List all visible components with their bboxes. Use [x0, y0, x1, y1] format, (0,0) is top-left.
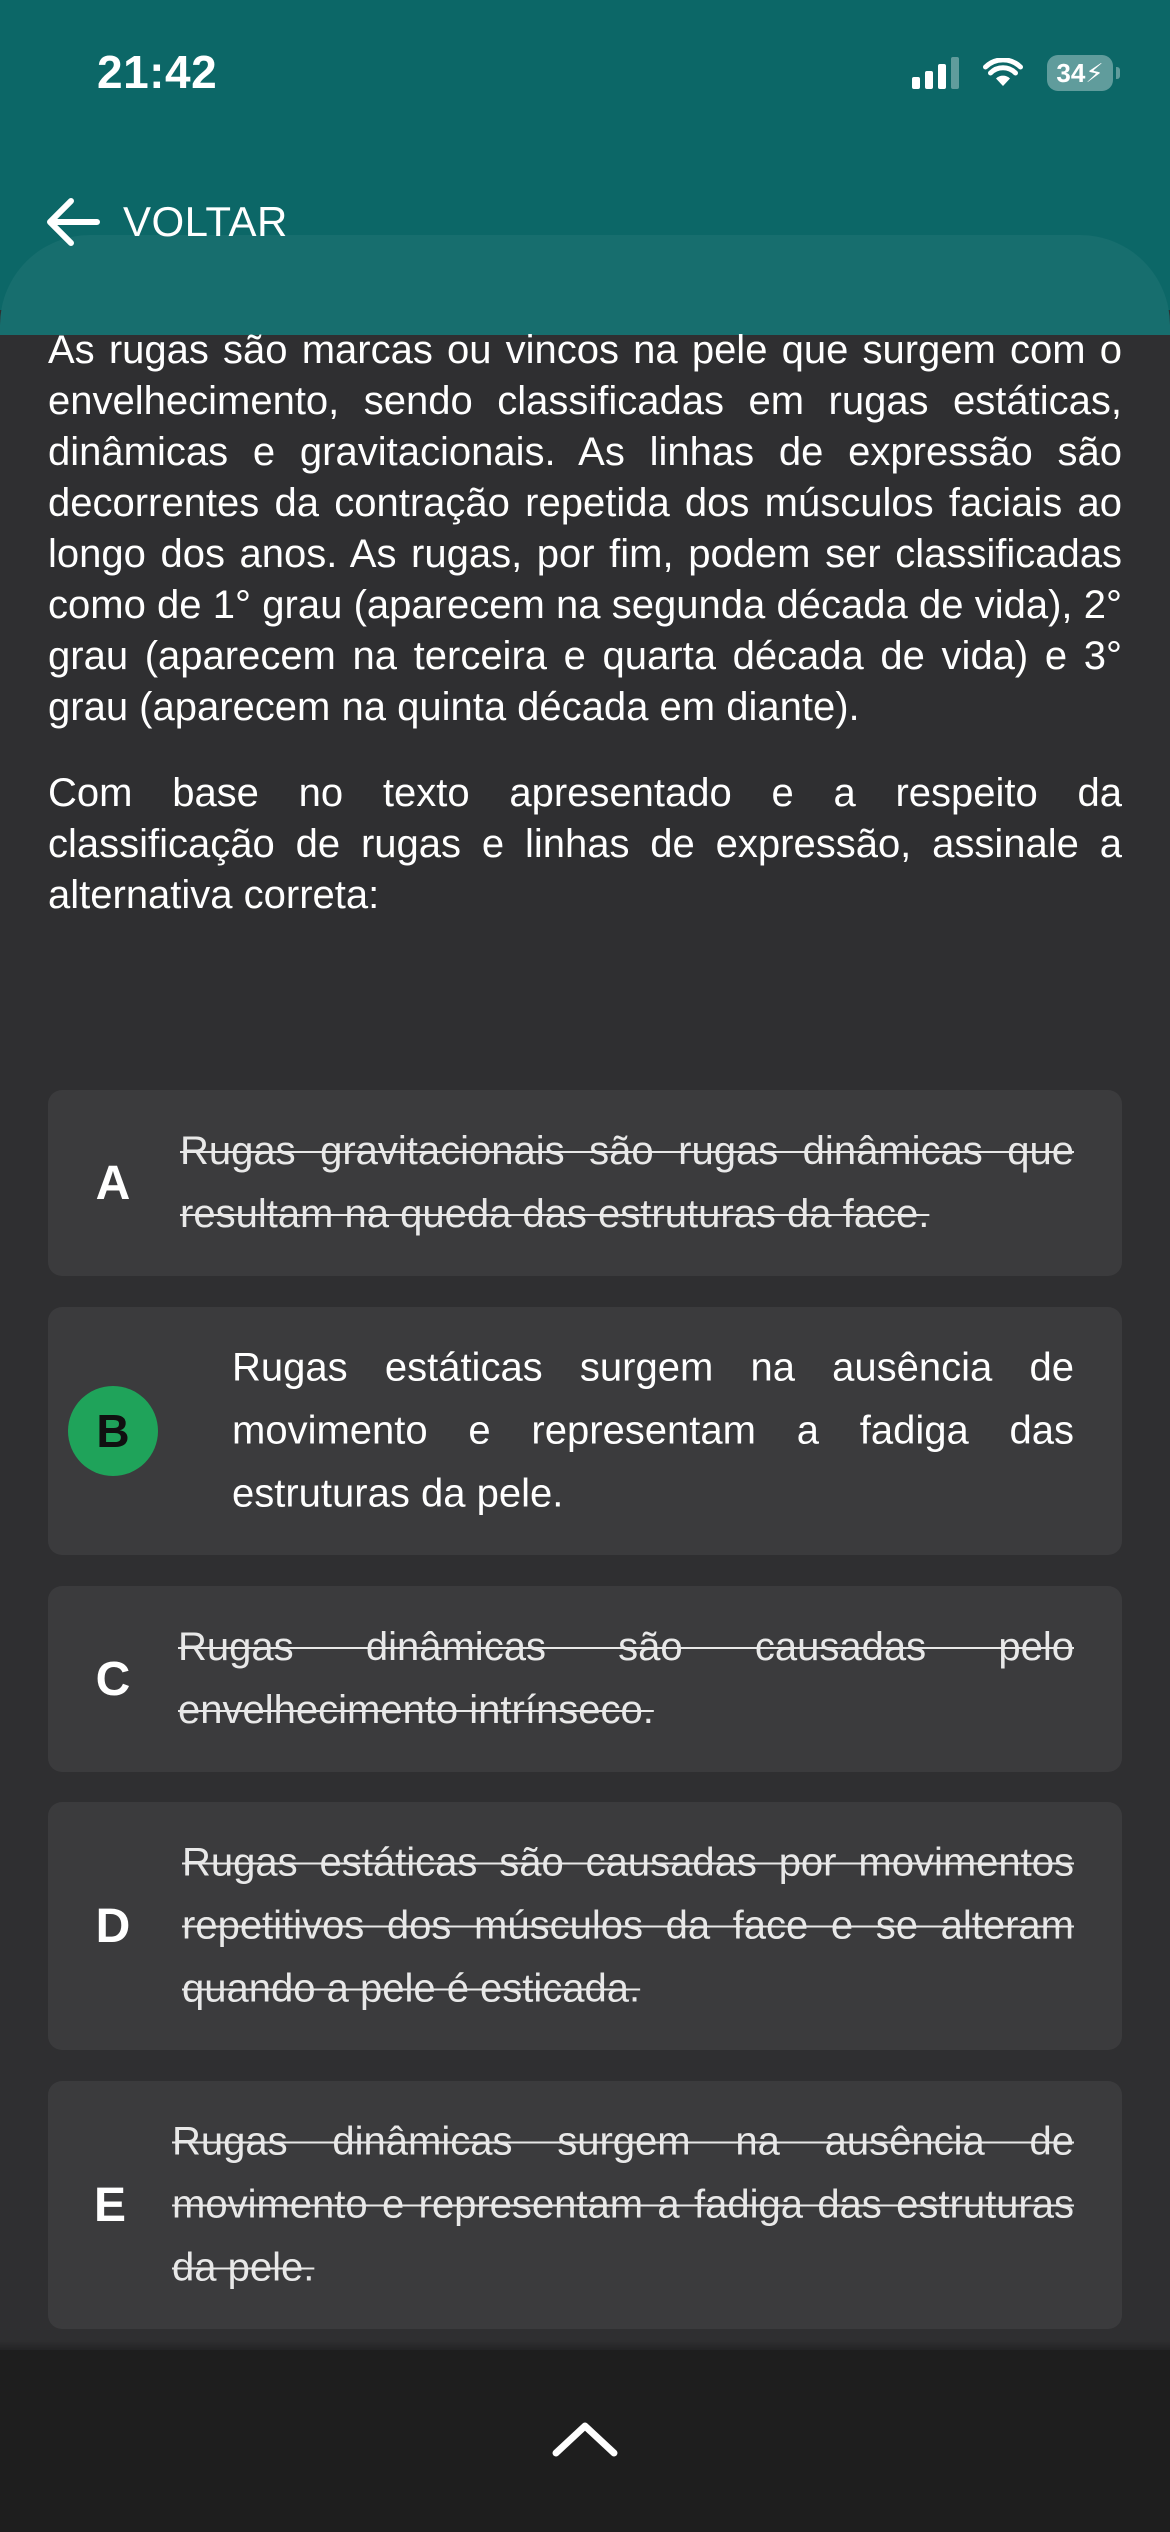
option-text: Rugas gravitacionais são rugas dinâmicas que resultam na queda das estruturas da face. [180, 1129, 1074, 1236]
back-button[interactable] [45, 190, 288, 254]
status-time: 21:42 [97, 46, 218, 98]
option-c[interactable] [48, 1586, 1122, 1772]
question-prompt: Com base no texto apresentado e a respeito da classificação de rugas e linhas de expressão, assinale a alternativa correta: [48, 771, 1122, 917]
option-a[interactable] [48, 1090, 1122, 1276]
wifi-icon [983, 58, 1023, 88]
chevron-up-icon[interactable] [551, 2418, 619, 2458]
option-text: Rugas dinâmicas são causadas pelo envelhecimento intrínseco. [178, 1625, 1074, 1732]
option-text: Rugas estáticas são causadas por movimentos repetitivos dos músculos da face e se alteram quando a pele é esticada. [182, 1840, 1074, 2011]
option-letter: C [95, 1652, 131, 1706]
back-label: VOLTAR [123, 198, 288, 245]
signal-icon [912, 57, 959, 89]
arrow-left-icon [45, 197, 101, 247]
question-statement [48, 325, 1122, 921]
selected-badge: B [68, 1386, 158, 1476]
status-icons [912, 52, 1113, 94]
option-b[interactable] [48, 1307, 1122, 1555]
option-letter: A [95, 1156, 131, 1210]
question-context: As rugas são marcas ou vincos na pele que surgem com o envelhecimento, sendo classificadas em rugas estáticas, dinâmicas e gravitacionais. As linhas de expressão são decorrentes da contração repetida dos músculos faciais ao longo dos anos. As rugas, por fim, podem ser classificadas como de 1° grau (aparecem na segunda década de vida), 2° grau (aparecem na terceira e quarta década de vida) e 3° grau (aparecem na quinta década em diante). [48, 328, 1122, 729]
option-letter-badge [48, 1307, 178, 1555]
option-d[interactable] [48, 1802, 1122, 2050]
option-letter: E [93, 2178, 126, 2232]
battery-level: 34⚡ [1056, 57, 1104, 88]
option-text: Rugas dinâmicas surgem na ausência de movimento e representam a fadiga das estruturas da pele. [172, 2119, 1074, 2290]
option-text: Rugas estáticas surgem na ausência de movimento e representam a fadiga das estruturas da pele. [232, 1345, 1074, 1516]
battery-icon [1047, 55, 1113, 91]
option-letter: D [95, 1899, 131, 1953]
option-e[interactable] [48, 2081, 1122, 2329]
